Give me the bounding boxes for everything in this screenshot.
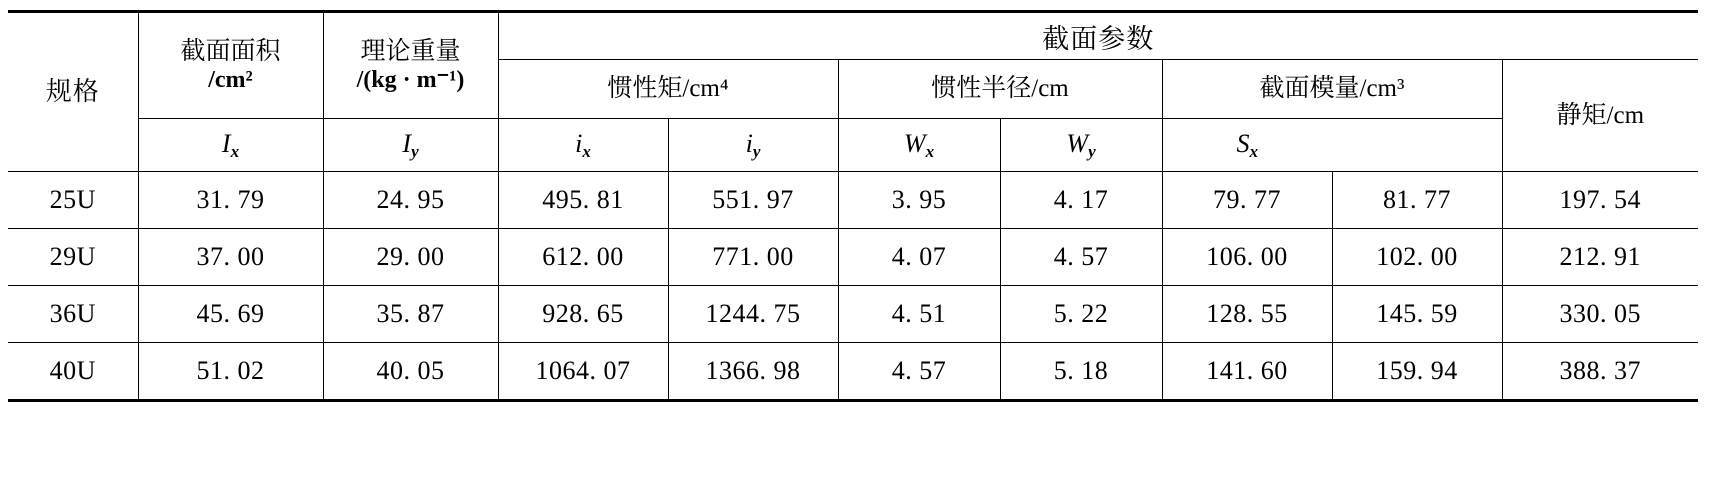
cell-spec: 29U [8, 229, 138, 286]
cell-sx: 330. 05 [1502, 286, 1698, 343]
cell-iy-radius: 4. 17 [1000, 172, 1162, 229]
header-symbol-wy: $W_y$ [1000, 119, 1162, 172]
cell-wx: 141. 60 [1162, 343, 1332, 401]
cell-wy: 159. 94 [1332, 343, 1502, 401]
table-header-row-symbols [8, 119, 1698, 172]
header-weight-unit: /(kg · m⁻¹) [356, 67, 465, 94]
header-cell-static-moment: 静矩/cm [1502, 60, 1698, 172]
cell-weight: 35. 87 [323, 286, 498, 343]
cell-iy-radius: 4. 57 [1000, 229, 1162, 286]
header-symbol-ix-radius: $i_x$ [498, 119, 668, 172]
cell-area: 51. 02 [138, 343, 323, 401]
cell-ix-moment: 928. 65 [498, 286, 668, 343]
cell-wx: 79. 77 [1162, 172, 1332, 229]
cell-sx: 212. 91 [1502, 229, 1698, 286]
cell-ix-radius: 4. 51 [838, 286, 1000, 343]
header-symbol-wx: $W_x$ [838, 119, 1000, 172]
cell-iy-moment: 1366. 98 [668, 343, 838, 401]
table-row [8, 229, 1698, 286]
cell-ix-radius: 4. 57 [838, 343, 1000, 401]
header-cell-spec: 规格 [8, 12, 138, 172]
header-cell-inertia-radius: 惯性半径/cm [838, 60, 1162, 119]
header-symbol-ix-moment: $I_x$ [138, 119, 323, 172]
cell-wy: 81. 77 [1332, 172, 1502, 229]
header-cell-area [138, 12, 323, 119]
cell-wy: 145. 59 [1332, 286, 1502, 343]
cell-iy-moment: 551. 97 [668, 172, 838, 229]
cell-iy-moment: 771. 00 [668, 229, 838, 286]
cell-iy-moment: 1244. 75 [668, 286, 838, 343]
header-weight-label: 理论重量 [360, 37, 461, 65]
cell-area: 45. 69 [138, 286, 323, 343]
header-symbol-iy-radius: $i_y$ [668, 119, 838, 172]
cell-spec: 40U [8, 343, 138, 401]
cell-ix-moment: 612. 00 [498, 229, 668, 286]
header-cell-section-modulus: 截面模量/cm³ [1162, 60, 1502, 119]
cell-wx: 128. 55 [1162, 286, 1332, 343]
header-area-unit: /cm² [208, 67, 253, 94]
table-row [8, 343, 1698, 401]
cell-sx: 388. 37 [1502, 343, 1698, 401]
cell-iy-radius: 5. 22 [1000, 286, 1162, 343]
cell-weight: 24. 95 [323, 172, 498, 229]
header-cell-section-params: 截面参数 [498, 12, 1698, 60]
cell-ix-moment: 495. 81 [498, 172, 668, 229]
cell-spec: 25U [8, 172, 138, 229]
cell-sx: 197. 54 [1502, 172, 1698, 229]
table-row [8, 286, 1698, 343]
cell-wx: 106. 00 [1162, 229, 1332, 286]
header-cell-inertia-moment: 惯性矩/cm⁴ [498, 60, 838, 119]
header-cell-weight [323, 12, 498, 119]
cell-area: 31. 79 [138, 172, 323, 229]
cell-area: 37. 00 [138, 229, 323, 286]
cell-spec: 36U [8, 286, 138, 343]
section-properties-table [8, 10, 1698, 402]
table-header-row-group [8, 12, 1698, 60]
cell-weight: 40. 05 [323, 343, 498, 401]
cell-wy: 102. 00 [1332, 229, 1502, 286]
cell-ix-moment: 1064. 07 [498, 343, 668, 401]
cell-ix-radius: 4. 07 [838, 229, 1000, 286]
header-area-label: 截面面积 [180, 37, 281, 65]
header-symbol-sx: $S_x$ [1162, 119, 1332, 172]
table-row [8, 172, 1698, 229]
cell-iy-radius: 5. 18 [1000, 343, 1162, 401]
header-symbol-iy-moment: $I_y$ [323, 119, 498, 172]
cell-weight: 29. 00 [323, 229, 498, 286]
cell-ix-radius: 3. 95 [838, 172, 1000, 229]
